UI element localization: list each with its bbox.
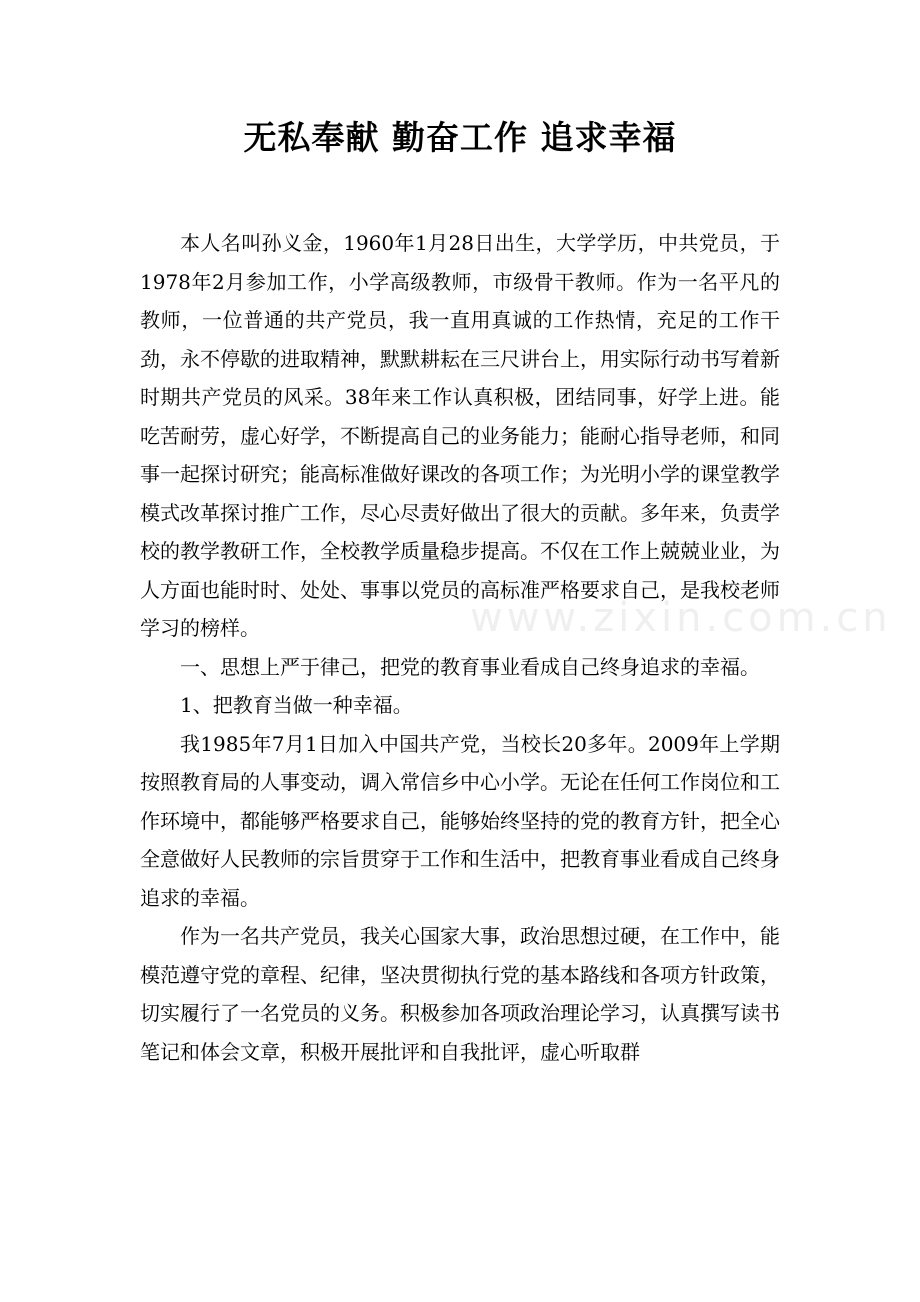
- document-body: [140, 224, 780, 1071]
- section-heading: 一、思想上严于律己，把党的教育事业看成自己终身追求的幸福。: [180, 654, 760, 679]
- paragraph-party-member: 作为一名共产党员，我关心国家大事，政治思想过硬，在工作中，能模范遵守党的章程、纪律，坚决贯彻执行党的基本路线和各项方针政策，切实履行了一名党员的义务。积极参加各项政治理论学习，认真撰写读书笔记和体会文章，积极开展批评和自我批评，虚心听取群: [140, 924, 780, 1064]
- paragraph-intro: 本人名叫孙义金，1960年1月28日出生，大学学历，中共党员，于1978年2月参加工作，小学高级教师，市级骨干教师。作为一名平凡的教师，一位普通的共产党员，我一直用真诚的工作热情，充足的工作干劲，永不停歇的进取精神，默默耕耘在三尺讲台上，用实际行动书写着新时期共产党员的风采。38年来工作认真积极，团结同事，好学上进。能吃苦耐劳，虚心好学，不断提高自己的业务能力；能耐心指导老师，和同事一起探讨研究；能高标准做好课改的各项工作；为光明小学的课堂教学模式改革探讨推广工作，尽心尽责好做出了很大的贡献。多年来，负责学校的教学教研工作，全校教学质量稳步提高。不仅在工作上兢兢业业，为人方面也能时时、处处、事事以党员的高标准严格要求自己，是我校老师学习的榜样。: [140, 231, 780, 640]
- paragraph-party-join: 我1985年7月1日加入中国共产党，当校长20多年。2009年上学期按照教育局的人事变动，调入常信乡中心小学。无论在任何工作岗位和工作环境中，都能够严格要求自己，能够始终坚持的党的教育方针，把全心全意做好人民教师的宗旨贯穿于工作和生活中，把教育事业看成自己终身追求的幸福。: [140, 731, 780, 910]
- document-title: 无私奉献 勤奋工作 追求幸福: [243, 118, 677, 157]
- subsection-heading: 1、把教育当做一种幸福。: [180, 693, 413, 717]
- watermark-text: www.zixin.com.cn: [470, 595, 892, 641]
